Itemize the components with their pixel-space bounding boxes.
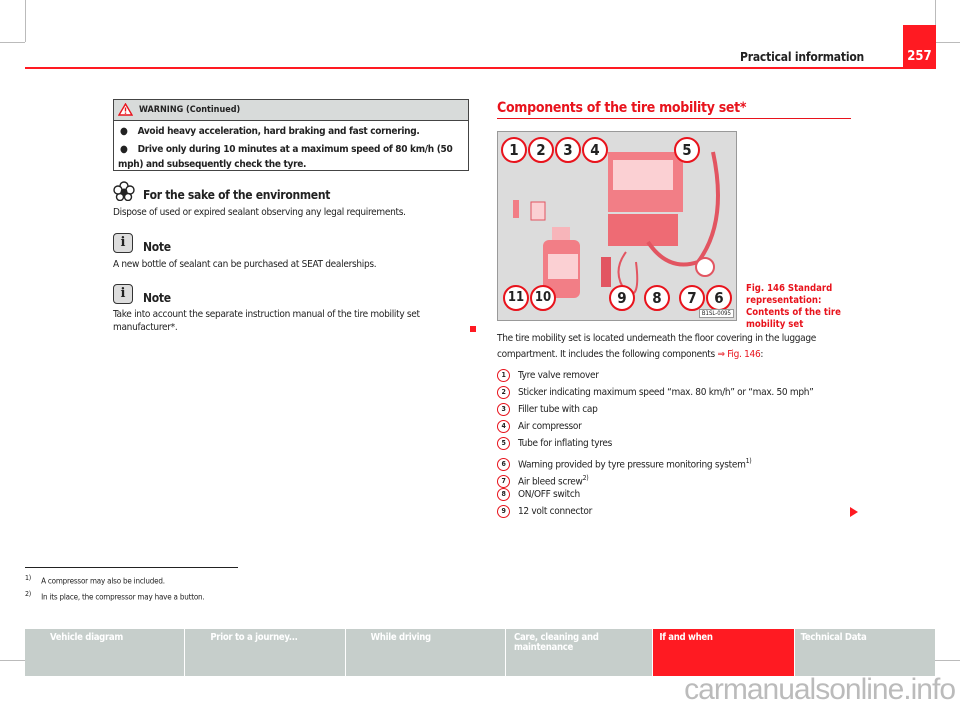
list-item — [497, 504, 592, 520]
tab-if-and-when[interactable]: If and when — [653, 629, 793, 676]
item-number: 5 — [497, 437, 510, 450]
chapter-nav — [25, 629, 935, 676]
warning-triangle-icon — [118, 103, 133, 116]
warning-bullet: Drive only during 10 minutes at a maximum speed of 80 km/h (50 mph) and subsequently check the tyre. — [118, 144, 453, 170]
note-title: Note — [143, 291, 171, 305]
figure-label: 10 — [530, 285, 556, 311]
figure-code: B1SL-0095 — [699, 309, 734, 318]
environment-text: Dispose of used or expired sealant observing any legal requirements. — [113, 207, 406, 218]
figure-label: 8 — [644, 285, 670, 311]
figure-label: 4 — [582, 137, 608, 163]
item-text: 12 volt connector — [518, 506, 592, 517]
warning-box: WARNING (Continued) ● Avoid heavy acceleration, hard braking and fast cornering. ● Drive only during 10 minutes at a maximum speed of 80 km/h (50 mph) and subsequently check the tyre. — [113, 99, 469, 171]
info-icon: i — [113, 233, 133, 253]
list-item — [497, 385, 814, 401]
footnote-number: 2) — [25, 590, 32, 598]
figure-caption: Fig. 146 Standard representation: Contents of the tire mobility set — [746, 283, 841, 330]
note-text: Take into account the separate instruction manual of the tire mobility set manufacturer*. — [113, 309, 420, 333]
crop-mark — [25, 0, 26, 42]
item-number: 2 — [497, 386, 510, 399]
item-text: Tyre valve remover — [518, 370, 599, 381]
crop-mark — [0, 42, 25, 43]
intro-text: The tire mobility set is located underneath the floor covering in the luggage compartment. It includes the following components ⇒ Fig. 146: — [497, 333, 817, 360]
item-text: Air compressor — [518, 421, 582, 432]
section-title: Practical information — [740, 50, 865, 64]
header-divider — [25, 67, 936, 69]
figure-label: 5 — [674, 137, 700, 163]
tab-prior-to-journey[interactable]: Prior to a journey... — [185, 629, 344, 676]
figure-label: 9 — [609, 285, 635, 311]
tab-technical-data[interactable]: Technical Data — [795, 629, 935, 676]
crop-mark — [0, 660, 25, 661]
figure-label: 7 — [679, 285, 705, 311]
intro-body: The tire mobility set is located underneath the floor covering in the luggage compartment. It includes the following components — [497, 333, 817, 360]
components-title: Components of the tire mobility set* — [497, 100, 747, 116]
figure-label: 1 — [501, 137, 527, 163]
warning-title: WARNING (Continued) — [139, 105, 241, 115]
watermark: carmanualsonline.info — [684, 673, 955, 706]
item-text: Filler tube with cap — [518, 404, 598, 415]
note-title: Note — [143, 240, 171, 254]
environment-title: For the sake of the environment — [143, 188, 331, 202]
tab-care-cleaning[interactable]: Care, cleaning and maintenance — [506, 629, 652, 676]
item-number: 7 — [497, 475, 510, 488]
list-item — [497, 436, 612, 452]
footnote — [25, 574, 165, 586]
footnote — [25, 590, 204, 602]
crop-mark — [935, 42, 960, 43]
item-number: 6 — [497, 458, 510, 471]
footnote-ref[interactable]: 2) — [582, 474, 589, 482]
item-number: 1 — [497, 369, 510, 382]
item-text: Sticker indicating maximum speed “max. 80 km/h” or “max. 50 mph” — [518, 387, 814, 398]
item-text: Tube for inflating tyres — [518, 438, 613, 449]
list-item — [497, 487, 580, 503]
figure-link[interactable]: ⇒ Fig. 146 — [717, 349, 761, 360]
list-item — [497, 419, 582, 435]
item-text: ON/OFF switch — [518, 489, 580, 500]
figure-tire-mobility-set — [497, 131, 737, 321]
tab-while-driving[interactable]: While driving — [346, 629, 505, 676]
crop-mark — [935, 660, 960, 661]
item-number: 4 — [497, 420, 510, 433]
footnote-text: A compressor may also be included. — [41, 576, 165, 586]
list-item — [497, 402, 598, 418]
figure-label: 2 — [528, 137, 554, 163]
continue-arrow-icon — [850, 507, 858, 517]
warning-bullet: Avoid heavy acceleration, hard braking and fast cornering. — [137, 126, 420, 137]
item-number: 3 — [497, 403, 510, 416]
list-item — [497, 368, 599, 384]
footnote-text: In its place, the compressor may have a button. — [41, 592, 205, 602]
item-text: Air bleed screw — [518, 476, 583, 488]
note-text: A new bottle of sealant can be purchased at SEAT dealerships. — [113, 259, 377, 270]
footnote-divider — [25, 567, 238, 568]
figure-label: 11 — [503, 285, 529, 311]
environment-icon — [113, 181, 135, 205]
title-underline — [497, 118, 851, 119]
footnote-number: 1) — [25, 574, 32, 582]
item-number: 9 — [497, 505, 510, 518]
figure-label: 6 — [706, 285, 732, 311]
page-number: 257 — [903, 25, 936, 68]
footnote-ref[interactable]: 1) — [745, 457, 752, 465]
item-number: 8 — [497, 488, 510, 501]
figure-label: 3 — [555, 137, 581, 163]
item-text: Warning provided by tyre pressure monitoring system — [518, 459, 746, 471]
end-marker — [470, 326, 476, 332]
info-icon: i — [113, 284, 133, 304]
tab-vehicle-diagram[interactable]: Vehicle diagram — [25, 629, 184, 676]
warning-header — [114, 100, 468, 121]
